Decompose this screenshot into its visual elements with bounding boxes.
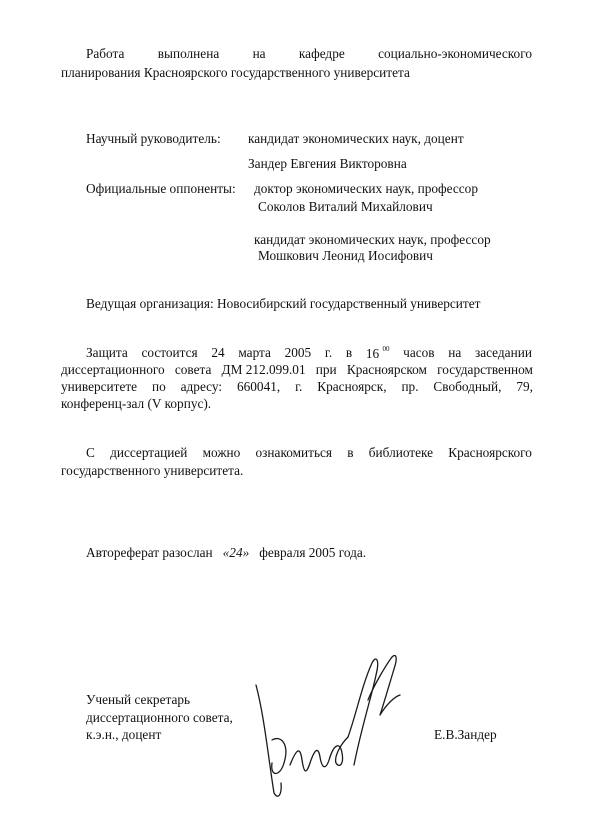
defense-word: Красноярском (346, 362, 427, 377)
mailing-day: «24» (222, 545, 250, 560)
signature-stroke (368, 656, 400, 716)
intro-line-1 (86, 47, 532, 60)
defense-word: университете (61, 379, 138, 394)
defense-minutes: 00 (382, 345, 390, 353)
defense-word: 24 (211, 345, 225, 360)
supervisor-label: Научный руководитель: (86, 131, 221, 146)
leading-org-line (86, 297, 480, 310)
secretary-line-3: к.э.н., доцент (86, 727, 162, 742)
opponent-2-title: кандидат экономических наук, профессор (254, 232, 491, 247)
signature-stroke (330, 737, 348, 765)
signature-stroke (348, 659, 378, 765)
mailing-line (86, 546, 366, 559)
leading-org-value: Новосибирский государственный университет (217, 296, 481, 311)
defense-word: заседании (474, 345, 532, 360)
defense-word: диссертационного (61, 362, 165, 377)
signature-stroke (272, 739, 286, 774)
defense-word: государственном (437, 362, 533, 377)
intro-word: социально-экономического (378, 46, 532, 61)
defense-word: совета (174, 362, 212, 377)
defense-word: марта (238, 345, 271, 360)
defense-word: по (151, 379, 166, 394)
opponent-1-name: Соколов Виталий Михайлович (258, 199, 433, 214)
library-word: ознакомиться (255, 445, 333, 460)
secretary-line-2: диссертационного совета, (86, 710, 233, 725)
defense-word: 2005 (284, 345, 312, 360)
supervisor-name: Зандер Евгения Викторовна (248, 156, 407, 171)
defense-word: на (448, 345, 462, 360)
defense-line-4: конференц-зал (V корпус). (61, 396, 212, 411)
secretary-line-1: Ученый секретарь (86, 692, 191, 707)
intro-word: кафедре (298, 46, 345, 61)
mailing-suffix: февраля 2005 года. (259, 545, 367, 560)
library-word: С (86, 445, 95, 460)
opponents-label: Официальные оппоненты: (86, 181, 236, 196)
intro-word: на (252, 46, 266, 61)
defense-word: г. (295, 379, 303, 394)
defense-word: состоится (141, 345, 198, 360)
defense-word: ДМ 212.099.01 (221, 362, 306, 377)
defense-time (366, 346, 390, 360)
library-word: библиотеке (368, 445, 434, 460)
library-word: в (347, 445, 354, 460)
signature-stroke (256, 685, 281, 796)
defense-word: часов (403, 345, 435, 360)
opponent-1-title: доктор экономических наук, профессор (254, 181, 478, 196)
defense-word: 79, (516, 379, 533, 394)
intro-line-2: планирования Красноярского государственного университета (61, 65, 410, 80)
library-word: можно (202, 445, 241, 460)
defense-word: Свободный, (433, 379, 502, 394)
defense-word: пр. (401, 379, 419, 394)
defense-word: в (345, 345, 353, 360)
signature-stroke (290, 750, 330, 771)
intro-word: Работа (86, 46, 125, 61)
library-line-1 (86, 446, 532, 459)
defense-word: адресу: (180, 379, 223, 394)
defense-word: Красноярск, (317, 379, 387, 394)
defense-line-3 (61, 380, 533, 393)
defense-line-1 (86, 346, 532, 360)
defense-word: г. (324, 345, 333, 360)
library-word: Красноярского (448, 445, 532, 460)
library-word: диссертацией (110, 445, 188, 460)
defense-word: при (315, 362, 337, 377)
mailing-prefix: Автореферат разослан (86, 545, 213, 560)
library-line-2: государственного университета. (61, 463, 244, 478)
defense-hour: 16 (365, 346, 380, 361)
defense-line-2 (61, 363, 533, 376)
opponent-2-name: Мошкович Леонид Иосифович (258, 248, 433, 263)
secretary-name: Е.В.Зандер (434, 727, 497, 742)
intro-word: выполнена (157, 46, 220, 61)
leading-org-label: Ведущая организация: (86, 296, 214, 311)
defense-word: Защита (86, 345, 128, 360)
supervisor-title: кандидат экономических наук, доцент (248, 131, 464, 146)
handwritten-signature (250, 645, 410, 805)
defense-word: 660041, (236, 379, 281, 394)
